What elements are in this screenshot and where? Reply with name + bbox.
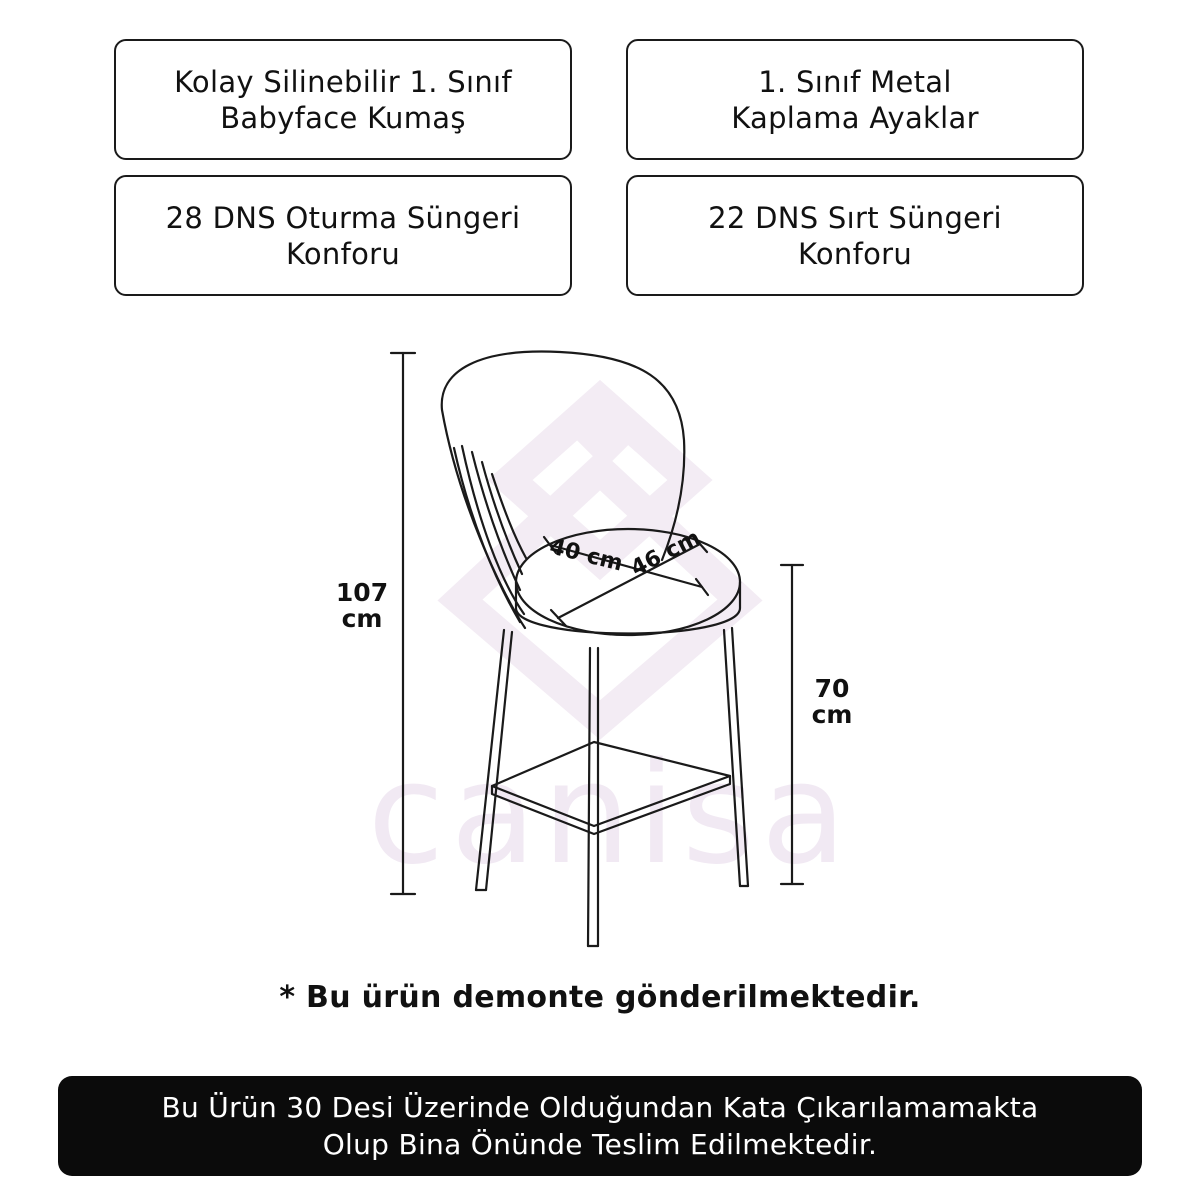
delivery-banner (58, 1076, 1142, 1176)
feature-box-seat-foam (114, 175, 572, 296)
watermark-text: canisa (367, 733, 853, 896)
assembly-note: * Bu ürün demonte gönderilmektedir. (279, 980, 921, 1015)
dim-total-height-label (326, 580, 398, 632)
feature-seat-foam-line1: 28 DNS Oturma Süngeri (165, 200, 521, 235)
feature-back-foam-line2: Konforu (797, 236, 913, 271)
dim-seat-height-unit: cm (811, 700, 853, 729)
feature-fabric-line2: Babyface Kumaş (220, 100, 466, 135)
brand-logo-watermark (367, 400, 852, 896)
dim-total-height-unit: cm (341, 604, 383, 633)
feature-seat-foam-line2: Konforu (285, 236, 401, 271)
feature-legs-line1: 1. Sınıf Metal (758, 64, 952, 99)
dim-total-height-value: 107 (335, 578, 389, 607)
feature-legs-line2: Kaplama Ayaklar (731, 100, 979, 135)
feature-back-foam-line1: 22 DNS Sırt Süngeri (708, 200, 1002, 235)
feature-box-back-foam (626, 175, 1084, 296)
feature-box-fabric (114, 39, 572, 160)
delivery-banner-line1: Bu Ürün 30 Desi Üzerinde Olduğundan Kata Çıkarılamamakta (161, 1091, 1039, 1124)
dim-seat-width-label: 40 cm (547, 534, 626, 577)
delivery-banner-line2: Olup Bina Önünde Teslim Edilmektedir. (322, 1128, 878, 1161)
dim-seat-height-label (800, 676, 864, 728)
feature-fabric-line1: Kolay Silinebilir 1. Sınıf (174, 64, 512, 99)
dim-seat-depth-label: 46 cm (627, 525, 705, 582)
chair-drawing (0, 300, 1200, 980)
dim-seat-height-value: 70 (814, 674, 850, 703)
feature-box-legs (626, 39, 1084, 160)
